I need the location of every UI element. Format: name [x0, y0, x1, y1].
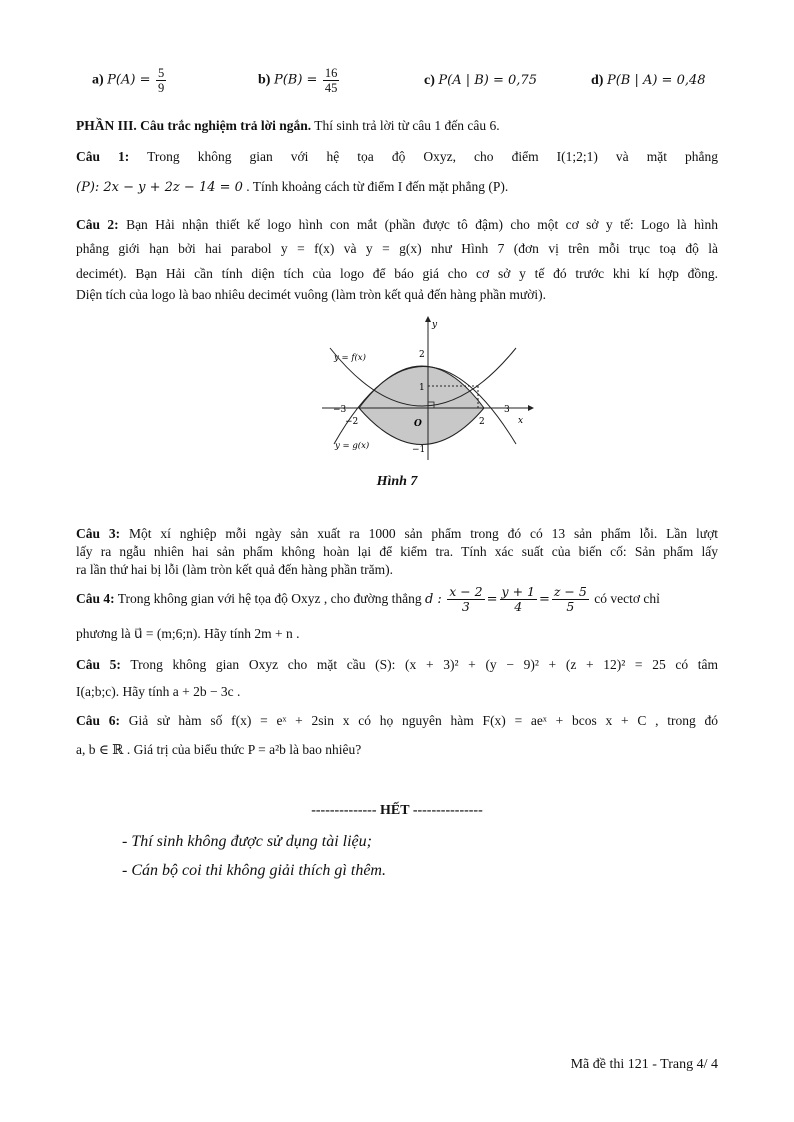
q1-line1 — [76, 148, 718, 166]
option-d — [591, 73, 706, 89]
logo-shaded-region — [359, 366, 484, 445]
option-b-den: 45 — [324, 81, 338, 95]
q1-text2: . Tính khoảng cách từ điểm I đến mặt phẳng (P). — [242, 179, 509, 194]
option-b — [258, 66, 341, 95]
option-b-num: 16 — [324, 66, 338, 80]
q4-line1 — [76, 584, 718, 615]
part3-desc: Thí sinh trả lời từ câu 1 đến câu 6. — [311, 118, 500, 133]
q4-frac2 — [500, 585, 537, 614]
end-marker: -------------- HẾT --------------- — [311, 803, 483, 818]
q4-frac1 — [447, 585, 484, 614]
q4-eq1: = — [486, 592, 498, 607]
q6-line1 — [76, 712, 718, 730]
option-d-expr: P(B | A) = 0,48 — [606, 73, 706, 88]
y-axis-arrow — [425, 316, 431, 322]
q1-plane-equation: (P): 2x − y + 2z − 14 = 0 — [76, 180, 243, 195]
option-b-fraction — [323, 66, 340, 95]
tick-neg2: −2 — [345, 417, 359, 427]
note-2: - Cán bộ coi thi không giải thích gì thêm. — [122, 862, 386, 879]
q4-text2: có vectơ chỉ — [590, 591, 660, 606]
q4-frac3 — [552, 585, 589, 614]
option-d-label: d) — [591, 73, 604, 88]
page-footer: Mã đề thi 121 - Trang 4/ 4 — [570, 1057, 718, 1072]
q2-text1: Bạn Hải nhận thiết kế logo hình con mắt (phần được tô đậm) cho một cơ sở y tế: Logo là hình — [126, 217, 718, 232]
option-a-label: a) — [92, 72, 104, 88]
option-a — [92, 66, 168, 95]
q4-text1: Trong không gian với hệ tọa độ Oxyz , cho đường thẳng — [114, 591, 425, 606]
q1-label: Câu 1: — [76, 149, 130, 164]
q4-eq2: = — [538, 592, 550, 607]
tick-y1: 1 — [419, 383, 425, 393]
q3-label: Câu 3: — [76, 526, 121, 541]
option-a-den: 9 — [157, 81, 165, 95]
option-b-lhs: P(B) = — [273, 72, 318, 88]
option-a-num: 5 — [157, 66, 165, 80]
f-label: y = f(x) — [334, 353, 366, 363]
q2-label: Câu 2: — [76, 217, 119, 232]
q1-line2 — [76, 178, 718, 197]
figure-caption: Hình 7 — [376, 474, 418, 489]
x-axis-label: x — [518, 416, 524, 426]
tick-3: 3 — [504, 405, 510, 415]
y-axis-label: y — [432, 320, 438, 330]
origin-label: O — [414, 419, 422, 429]
option-c-expr: P(A | B) = 0,75 — [438, 73, 537, 88]
option-c — [424, 73, 537, 89]
q1-text1: Trong không gian với hệ tọa độ Oxyz, cho điểm I(1;2;1) và mặt phẳng — [147, 149, 718, 164]
q6-label: Câu 6: — [76, 713, 121, 728]
q4-frac1-den: 3 — [461, 599, 470, 615]
q4-frac2-num: y + 1 — [501, 584, 535, 600]
q3-text1: Một xí nghiệp mỗi ngày sản xuất ra 1000 sản phẩm trong đó có 13 sản phẩm lỗi. Lần lượt — [129, 526, 718, 541]
q4-line2: phương là u⃗ = (m;6;n). Hãy tính 2m + n . — [76, 626, 300, 641]
q3-line3: ra lần thứ hai bị lỗi (làm tròn kết quả đến hàng phần trăm). — [76, 562, 393, 577]
q2-line4: Diện tích của logo là bao nhiêu decimét vuông (làm tròn kết quả đến hàng phần mười). — [76, 287, 546, 302]
q5-label: Câu 5: — [76, 657, 121, 672]
g-label: y = g(x) — [335, 441, 370, 451]
option-a-lhs: P(A) = — [107, 72, 151, 88]
q5-text1: Trong không gian Oxyz cho mặt cầu (S): (x + 3)² + (y − 9)² + (z + 12)² = 25 có tâm — [130, 657, 718, 672]
q6-text1: Giả sử hàm số f(x) = eˣ + 2sin x có họ nguyên hàm F(x) = aeˣ + bcos x + C , trong đó — [128, 713, 718, 728]
part3-title: PHẦN III. Câu trắc nghiệm trả lời ngắn. — [76, 118, 312, 133]
q4-frac3-num: z − 5 — [553, 584, 587, 600]
q2-line2: phẳng giới hạn bởi hai parabol y = f(x) và y = g(x) như Hình 7 (đơn vị trên mỗi trục toạ độ là — [76, 241, 718, 256]
q4-label: Câu 4: — [76, 591, 115, 606]
tick-yneg1: −1 — [412, 445, 426, 455]
q4-frac3-den: 5 — [566, 599, 575, 615]
q2-line3: decimét). Bạn Hải cần tính diện tích của logo để báo giá cho cơ sở y tế đó trước khi kí hợp đồng. — [76, 266, 718, 281]
q5-line1 — [76, 656, 718, 674]
tick-2: 2 — [479, 417, 485, 427]
tick-y2: 2 — [419, 350, 425, 360]
q2-line1 — [76, 216, 718, 234]
q4-d: d : — [424, 592, 442, 607]
option-c-label: c) — [424, 73, 435, 88]
q5-line2: I(a;b;c). Hãy tính a + 2b − 3c . — [76, 684, 241, 699]
q6-line2: a, b ∈ ℝ . Giá trị của biểu thức P = a²b là bao nhiêu? — [76, 742, 362, 757]
note-1: - Thí sinh không được sử dụng tài liệu; — [122, 833, 372, 850]
q3-line1 — [76, 525, 718, 543]
q3-line2: lấy ra ngẫu nhiên hai sản phẩm không hoàn lại để kiểm tra. Tính xác suất của biến cố: Sản phẩm lấy — [76, 544, 718, 559]
q4-frac2-den: 4 — [514, 599, 523, 615]
x-axis-arrow — [528, 405, 534, 411]
figure-eye-logo — [322, 314, 536, 460]
tick-neg3: −3 — [333, 405, 347, 415]
q4-frac1-num: x − 2 — [449, 584, 483, 600]
option-b-label: b) — [258, 72, 271, 88]
part3-heading — [76, 117, 718, 135]
option-a-fraction — [156, 66, 166, 95]
